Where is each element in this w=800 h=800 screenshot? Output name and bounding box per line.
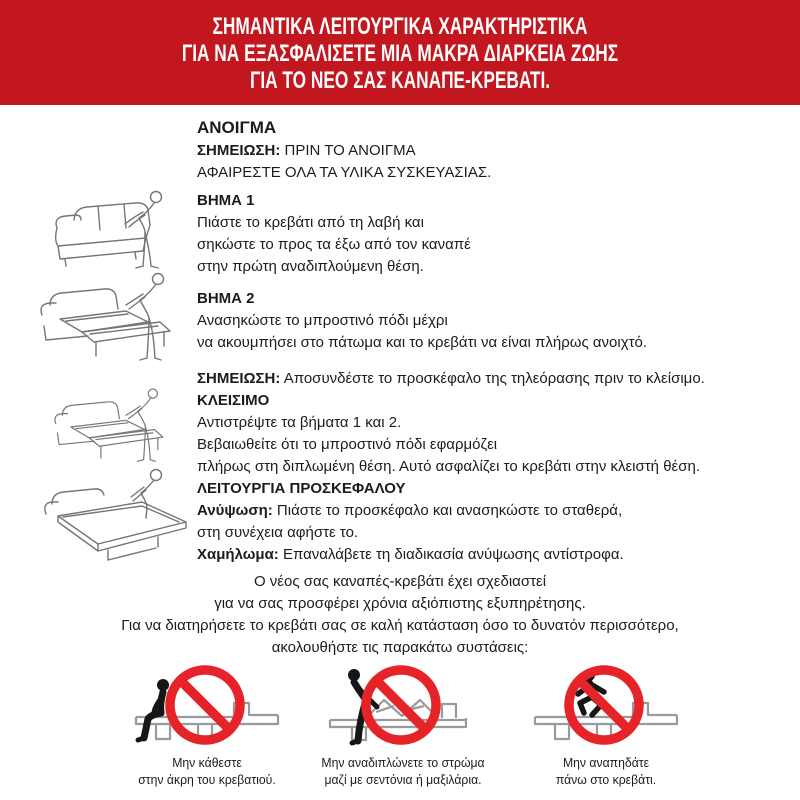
note-label: ΣΗΜΕΙΩΣΗ:	[197, 142, 281, 159]
banner-title-line-1: ΣΗΜΑΝΤΙΚΑ ΛΕΙΤΟΥΡΓΙΚΑ ΧΑΡΑΚΤΗΡΙΣΤΙΚΑ	[212, 13, 588, 40]
prohibition-caption: Μην αναδιπλώνετε το στρώμα	[321, 755, 485, 770]
outro-line-4: ακολουθήστε τις παρακάτω συστάσεις:	[271, 639, 529, 656]
opening-note-line-1	[197, 140, 792, 162]
raise-text: Πιάστε το προσκέφαλο και ανασηκώστε το σταθερά,	[276, 502, 623, 519]
tv-note-label: ΣΗΜΕΙΩΣΗ:	[197, 370, 281, 387]
step1-line-2: σηκώστε το προς τα έξω από τον καναπέ	[197, 236, 471, 253]
outro-line-1: Ο νέος σας καναπές-κρεβάτι έχει σχεδιαστεί	[253, 573, 547, 590]
step2-line-1: Ανασηκώστε το μπροστινό πόδι μέχρι	[197, 312, 448, 329]
headrest-raise-line-1	[197, 500, 792, 522]
sofa-closed-grip-handle-sketch	[40, 187, 194, 278]
sofa-bed-closing-sketch	[36, 386, 196, 473]
prohibition-caption: Μην κάθεστε	[172, 755, 242, 770]
headrest-heading: ΛΕΙΤΟΥΡΓΙΑ ΠΡΟΣΚΕΦΑΛΟΥ	[197, 480, 406, 497]
step1-heading: ΒΗΜΑ 1	[197, 192, 255, 209]
closing-heading: ΚΛΕΙΣΙΜΟ	[197, 392, 270, 409]
closing-line-3: πλήρως στη διπλωμένη θέση. Αυτό ασφαλίζει το κρεβάτι στην κλειστή θέση.	[197, 458, 700, 475]
tv-note-line	[197, 368, 792, 390]
note-text: ΠΡΙΝ ΤΟ ΑΝΟΙΓΜΑ	[284, 142, 416, 159]
opening-note-line-2: ΑΦΑΙΡΕΣΤΕ ΟΛΑ ΤΑ ΥΛΙΚΑ ΣΥΣΚΕΥΑΣΙΑΣ.	[197, 164, 492, 181]
care-intro-paragraph	[0, 571, 800, 659]
prohibition-jumping	[486, 660, 726, 788]
opening-heading: ΑΝΟΙΓΜΑ	[197, 118, 277, 137]
lower-text: Επαναλάβετε τη διαδικασία ανύψωσης αντίστροφα.	[282, 546, 624, 563]
prohibition-caption: στην άκρη του κρεβατιού.	[138, 772, 276, 787]
headrest-lower-line	[197, 544, 792, 566]
banner-title-line-3: ΓΙΑ ΤΟ ΝΕΟ ΣΑΣ ΚΑΝΑΠΕ-ΚΡΕΒΑΤΙ.	[249, 67, 551, 94]
sofa-bed-half-open-sketch	[30, 270, 198, 373]
no-jumping-on-bed-icon	[486, 660, 726, 754]
raise-label: Ανύψωση:	[197, 502, 273, 519]
prohibition-caption: Μην αναπηδάτε	[562, 755, 650, 770]
tv-note-text: Αποσυνδέστε το προσκέφαλο της τηλεόρασης πριν το κλείσιμο.	[283, 370, 705, 387]
header-banner	[0, 0, 800, 105]
prohibition-caption: πάνω στο κρεβάτι.	[555, 772, 657, 787]
headrest-raise-line-2: στη συνέχεια αφήστε το.	[197, 524, 359, 541]
closing-line-1: Αντιστρέψτε τα βήματα 1 και 2.	[197, 414, 402, 431]
step2-line-2: να ακουμπήσει στο πάτωμα και το κρεβάτι να είναι πλήρως ανοιχτό.	[197, 334, 648, 351]
outro-line-2: για να σας προσφέρει χρόνια αξιόπιστης εξυπηρέτησης.	[214, 595, 586, 612]
closing-line-2: Βεβαιωθείτε ότι το μπροστινό πόδι εφαρμόζει	[197, 436, 498, 453]
banner-title-line-2: ΓΙΑ ΝΑ ΕΞΑΣΦΑΛΙΣΕΤΕ ΜΙΑ ΜΑΚΡΑ ΔΙΑΡΚΕΙΑ ΖΩΗΣ	[181, 40, 619, 67]
step1-line-3: στην πρώτη αναδιπλούμενη θέση.	[197, 258, 424, 275]
step2-heading: ΒΗΜΑ 2	[197, 290, 255, 307]
prohibition-caption: μαζί με σεντόνια ή μαξιλάρια.	[324, 772, 482, 787]
step1-line-1: Πιάστε το κρεβάτι από τη λαβή και	[197, 214, 424, 231]
sofa-bed-fully-open-sketch	[36, 466, 198, 569]
lower-label: Χαμήλωμα:	[197, 546, 279, 563]
outro-line-3: Για να διατηρήσετε το κρεβάτι σας σε καλή κατάσταση όσο το δυνατόν περισσότερο,	[121, 617, 679, 634]
instructions	[197, 116, 792, 566]
